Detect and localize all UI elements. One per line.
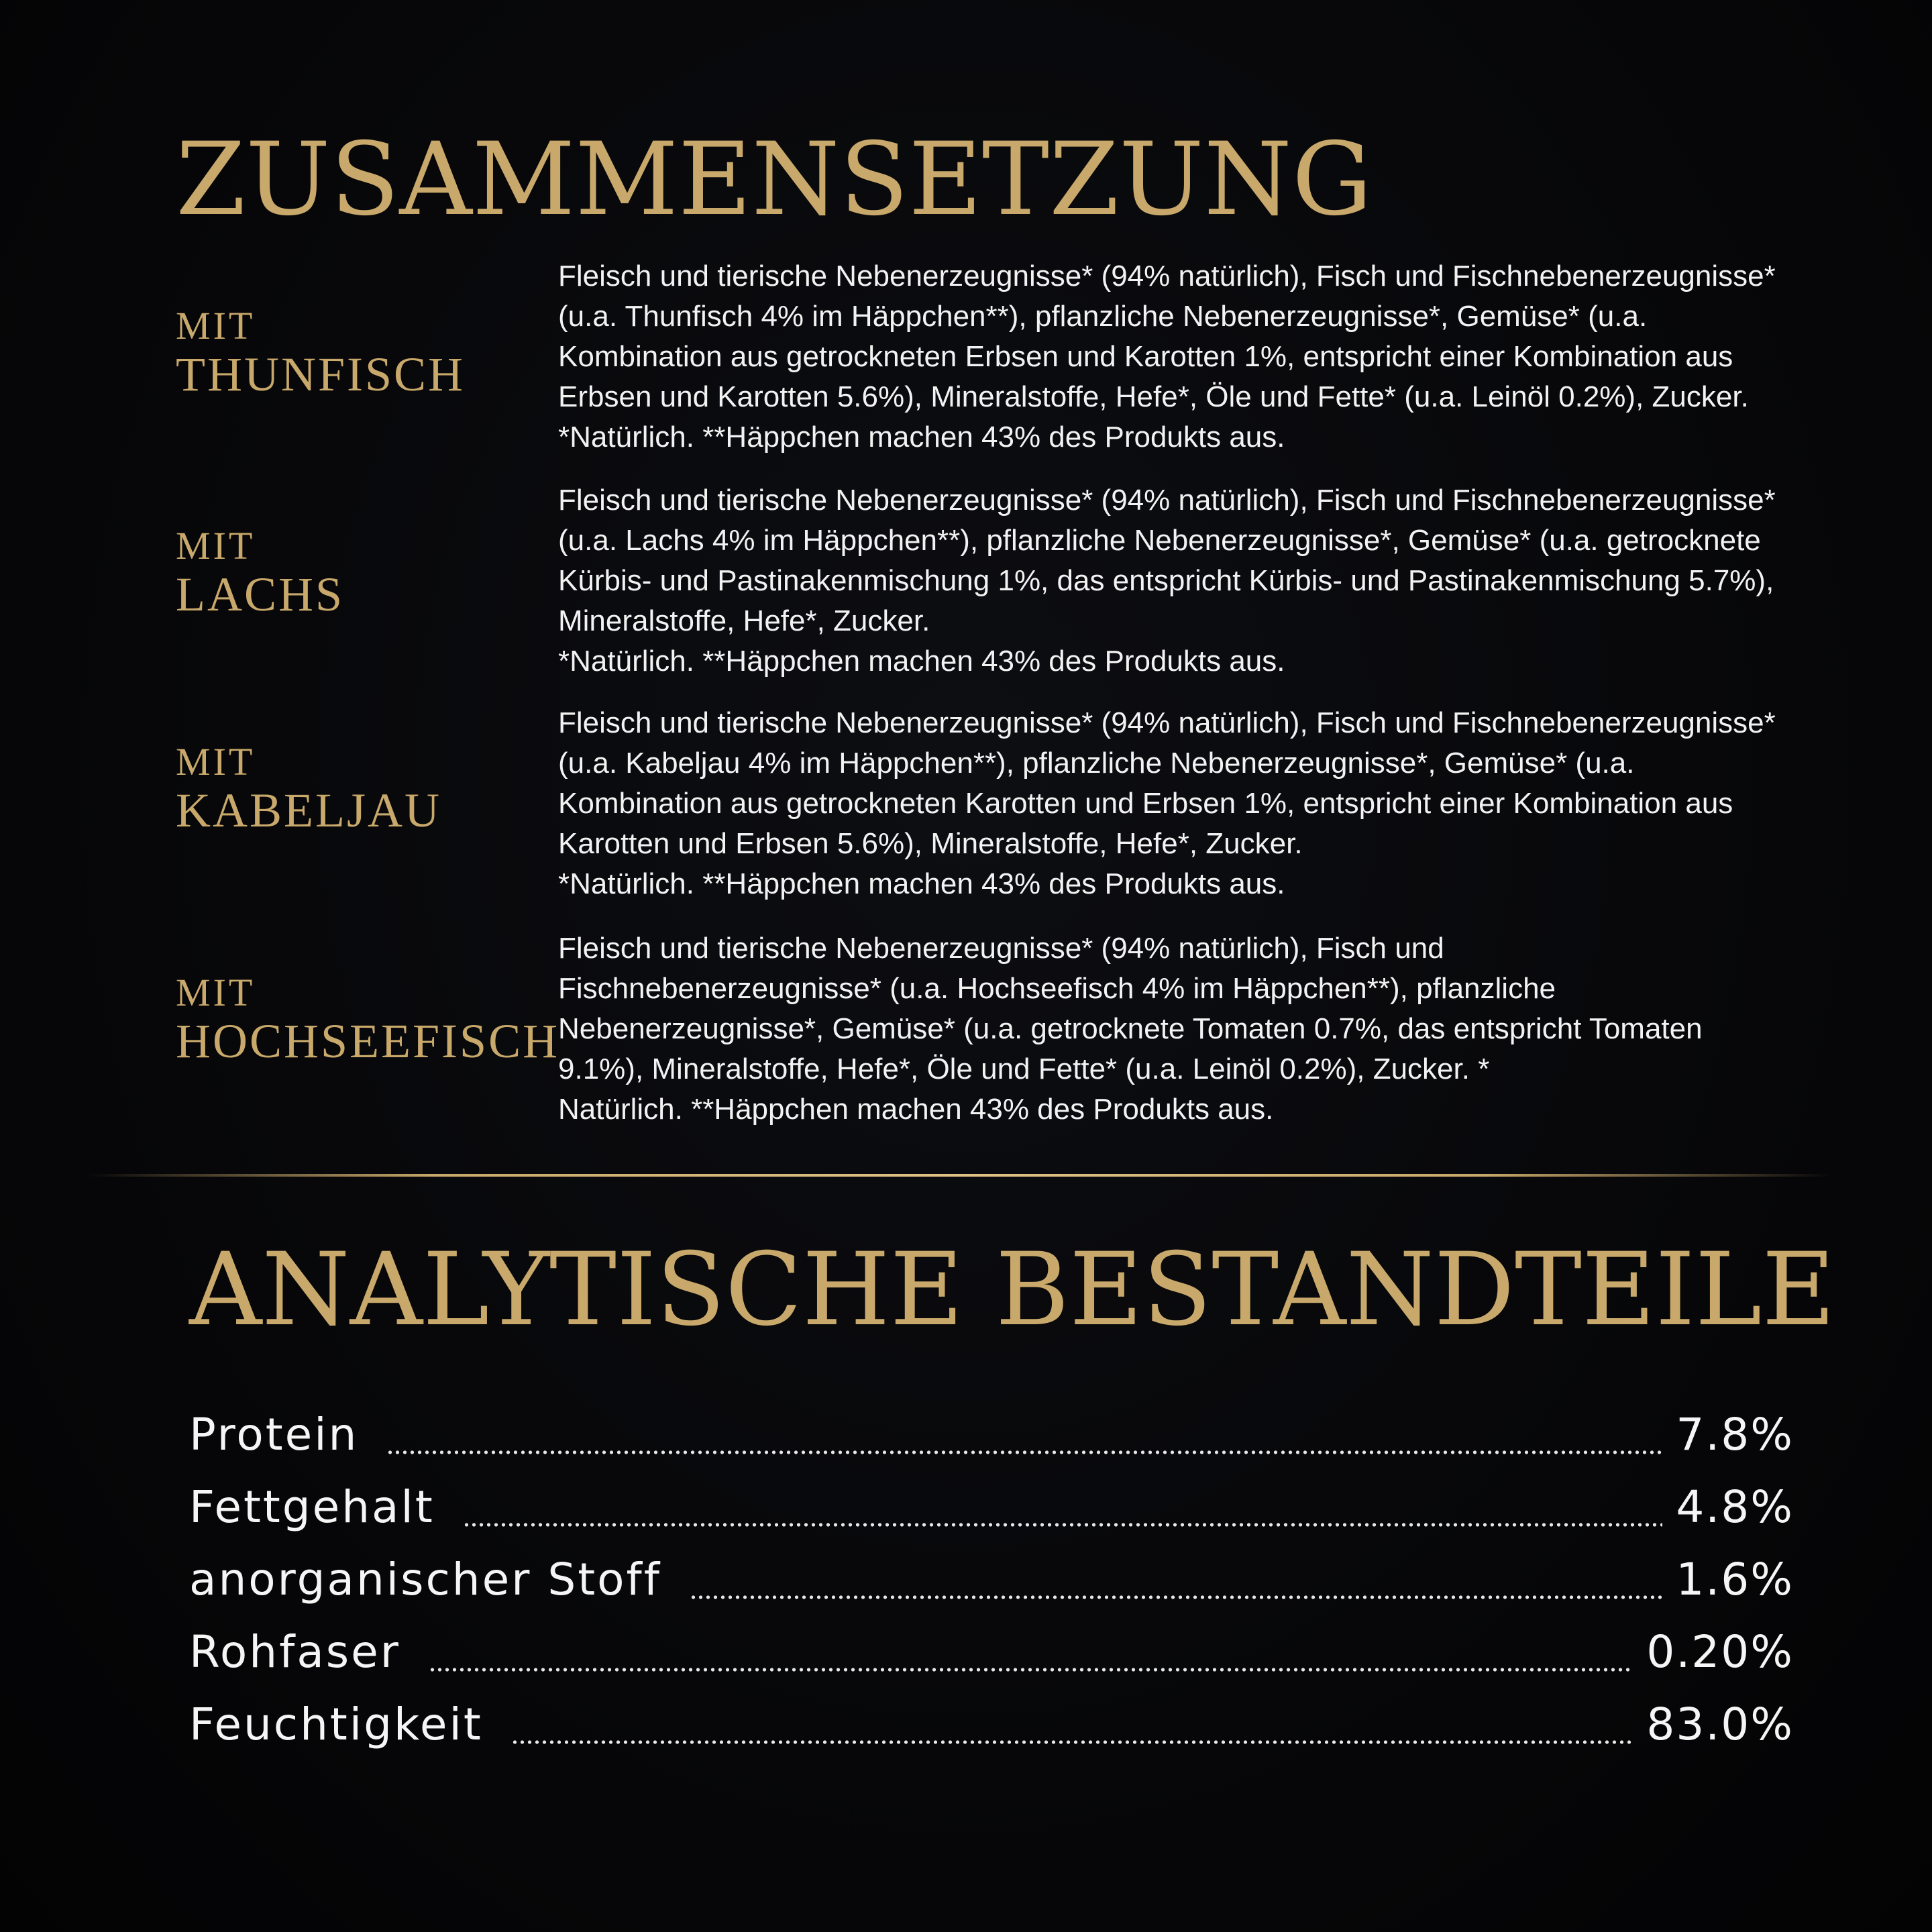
analytics-title: ANALYTISCHE BESTANDTEILE [189,1232,1835,1348]
section-divider [87,1174,1831,1177]
ingredient-line: Fleisch und tierische Nebenerzeugnisse* (94% natürlich), Fisch und Fischnebenerzeugnisse* [558,484,1776,517]
nutrient-value: 4.8% [1676,1481,1794,1533]
ingredient-line: Karotten und Erbsen 5.6%), Mineralstoffe, Hefe*, Zucker. [558,827,1303,860]
variant-label-line1: MIT [176,740,256,784]
nutrient-row-fettgehalt [189,1481,1794,1542]
nutrient-name: anorganischer Stoff [189,1554,661,1605]
nutrient-name: Rohfaser [189,1626,400,1678]
ingredient-footnote: Natürlich. **Häppchen machen 43% des Produkts aus. [558,1093,1274,1126]
nutrient-name: Fettgehalt [189,1481,435,1533]
ingredient-line: Nebenerzeugnisse*, Gemüse* (u.a. getrocknete Tomaten 0.7%, das entspricht Tomaten [558,1012,1703,1045]
variant-label-line2: LACHS [176,568,345,621]
variant-label-hochseefisch [176,969,560,1068]
variant-label-line1: MIT [176,304,256,347]
nutrient-value: 1.6% [1676,1554,1794,1605]
ingredient-line: 9.1%), Mineralstoffe, Hefe*, Öle und Fette* (u.a. Leinöl 0.2%), Zucker. * [558,1053,1490,1085]
ingredient-line: Mineralstoffe, Hefe*, Zucker. [558,604,930,637]
ingredient-line: Erbsen und Karotten 5.6%), Mineralstoffe, Hefe*, Öle und Fette* (u.a. Leinöl 0.2%), Zucker. [558,380,1749,413]
ingredient-line: Kürbis- und Pastinakenmischung 1%, das entspricht Kürbis- und Pastinakenmischung 5.7%), [558,564,1774,597]
nutrient-value: 83.0% [1646,1699,1794,1750]
nutrient-row-protein [189,1409,1794,1469]
ingredient-line: Kombination aus getrockneten Karotten und Erbsen 1%, entspricht einer Kombination aus [558,787,1733,820]
nutrient-row-feuchtigkeit [189,1699,1794,1759]
variant-label-line1: MIT [176,524,256,568]
variant-label-thunfisch [176,302,466,401]
nutrient-name: Feuchtigkeit [189,1699,483,1750]
variant-label-line2: THUNFISCH [176,347,466,401]
ingredient-line: Fleisch und tierische Nebenerzeugnisse* (94% natürlich), Fisch und [558,932,1444,965]
ingredient-footnote: *Natürlich. **Häppchen machen 43% des Produkts aus. [558,867,1285,900]
variant-label-line2: HOCHSEEFISCH [176,1014,560,1068]
dot-leader [386,1448,1662,1457]
ingredient-footnote: *Natürlich. **Häppchen machen 43% des Produkts aus. [558,421,1285,453]
variant-label-lachs [176,522,344,619]
nutrient-value: 0.20% [1646,1626,1794,1678]
nutrient-name: Protein [189,1409,359,1460]
ingredient-line: Fischnebenerzeugnisse* (u.a. Hochseefisch 4% im Häppchen**), pflanzliche [558,972,1556,1005]
ingredient-line: (u.a. Lachs 4% im Häppchen**), pflanzliche Nebenerzeugnisse*, Gemüse* (u.a. getrocknete [558,524,1761,557]
variant-ingredients-kabeljau [558,703,1893,904]
variant-ingredients-lachs [558,480,1893,682]
ingredient-line: Fleisch und tierische Nebenerzeugnisse* (94% natürlich), Fisch und Fischnebenerzeugnisse* [558,260,1776,292]
ingredient-footnote: *Natürlich. **Häppchen machen 43% des Produkts aus. [558,645,1285,678]
nutrient-value: 7.8% [1676,1409,1794,1460]
ingredient-line: (u.a. Thunfisch 4% im Häppchen**), pflanzliche Nebenerzeugnisse*, Gemüse* (u.a. [558,300,1648,333]
composition-title: ZUSAMMENSETZUNG [176,121,1373,238]
variant-ingredients-hochseefisch [558,928,1893,1130]
variant-label-line2: KABELJAU [176,784,441,837]
dot-leader [463,1520,1663,1529]
variant-label-kabeljau [176,738,441,835]
ingredient-line: Fleisch und tierische Nebenerzeugnisse* (94% natürlich), Fisch und Fischnebenerzeugnisse* [558,706,1776,739]
dot-leader [511,1737,1633,1747]
variant-label-line1: MIT [176,971,256,1014]
ingredient-line: (u.a. Kabeljau 4% im Häppchen**), pflanzliche Nebenerzeugnisse*, Gemüse* (u.a. [558,747,1635,780]
variant-ingredients-thunfisch [558,256,1893,458]
nutrient-row-anorganischer-stoff [189,1554,1794,1614]
ingredient-line: Kombination aus getrockneten Erbsen und Karotten 1%, entspricht einer Kombination aus [558,340,1733,373]
dot-leader [690,1593,1662,1602]
dot-leader [429,1665,1633,1674]
nutrient-row-rohfaser [189,1626,1794,1686]
